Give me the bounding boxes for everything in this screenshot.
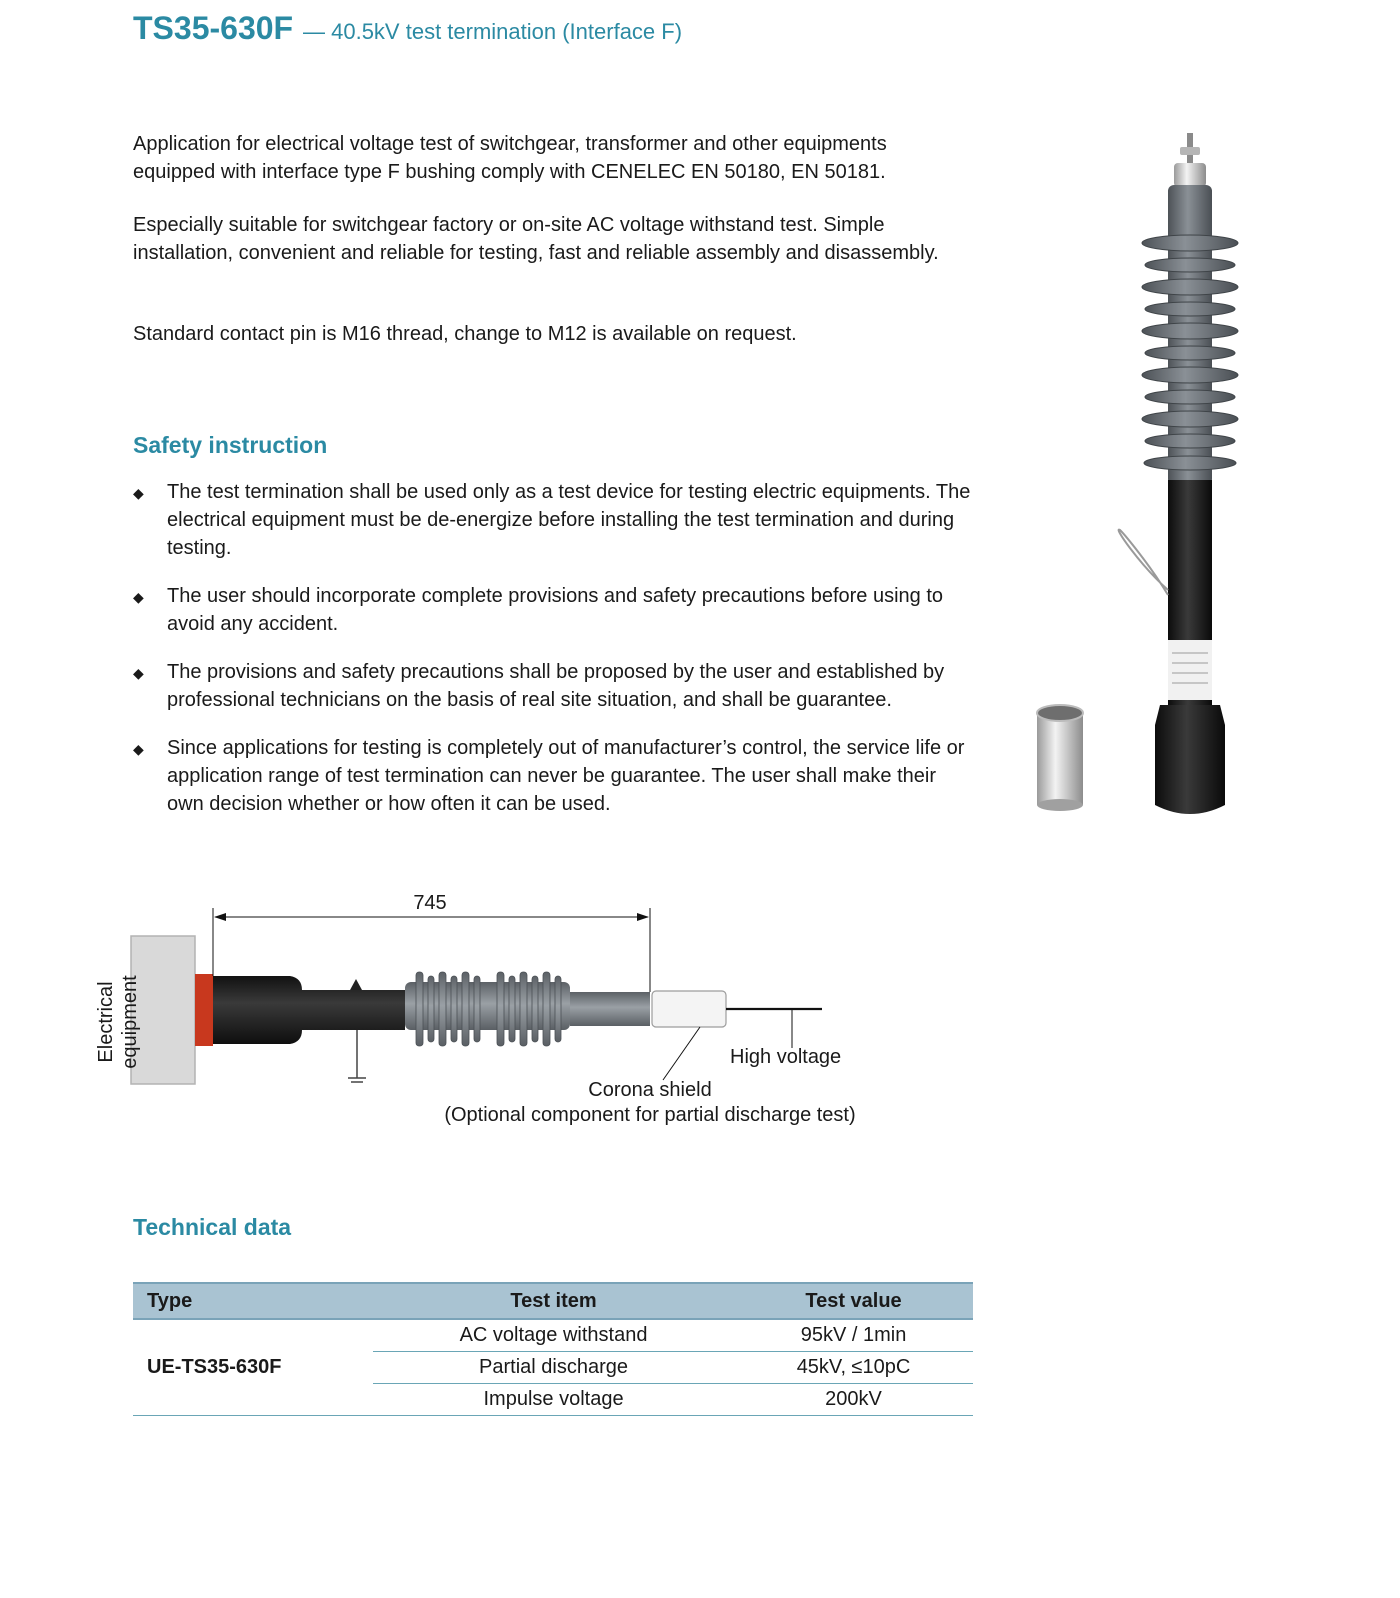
header-test-value: Test value [734,1283,973,1319]
header-type: Type [133,1283,373,1319]
list-item: ◆ The provisions and safety precautions shall be proposed by the user and established by professional technicians on the basis of real site situation, and shall be guarantee. [133,658,973,714]
test-value-cell: 200kV [734,1384,973,1416]
equipment-label: Electrical equipment [95,975,141,1069]
intro-paragraph-application: Application for electrical voltage test of switchgear, transformer and other equipments equipped with interface type F bushing comply with CENELEC EN 50180, EN 50181. [133,133,887,183]
safety-list [133,478,973,838]
product-subtitle: — 40.5kV test termination (Interface F) [303,19,683,44]
diamond-bullet-icon: ◆ [133,589,144,605]
list-item: ◆ The user should incorporate complete provisions and safety precautions before using to avoid any accident. [133,582,973,638]
diamond-bullet-icon: ◆ [133,741,144,757]
intro-paragraph-contact-pin: Standard contact pin is M16 thread, change to M12 is available on request. [133,323,797,345]
test-item-cell: AC voltage withstand [373,1319,734,1352]
header-test-item: Test item [373,1283,734,1319]
safety-heading: Safety instruction [133,432,328,458]
corona-shield-label: Corona shield [588,1079,712,1101]
list-item: ◆ The test termination shall be used only as a test device for testing electric equipments. The electrical equipment must be de-energize before installing the test termination and during testing. [133,478,973,562]
corona-shield-note: (Optional component for partial discharge test) [444,1104,856,1126]
test-item-cell: Partial discharge [373,1352,734,1384]
high-voltage-label: High voltage [730,1046,842,1068]
test-value-cell: 95kV / 1min [734,1319,973,1352]
diamond-bullet-icon: ◆ [133,485,144,501]
diamond-bullet-icon: ◆ [133,665,144,681]
test-item-cell: Impulse voltage [373,1384,734,1416]
technical-table [133,1282,973,1416]
corona-shield [652,991,726,1027]
dimension-label: 745 [413,892,447,914]
list-item: ◆ Since applications for testing is completely out of manufacturer’s control, the service life or application range of test termination can never be guarantee. The user shall make their own decision whether or how often it can be used. [133,734,973,818]
intro-paragraph-suitability: Especially suitable for switchgear factory or on-site AC voltage withstand test. Simple installation, convenient and reliable for testing, fast and reliable assembly and disassembly. [133,214,939,264]
type-cell: UE-TS35-630F [133,1319,373,1416]
table-header-row [133,1283,973,1319]
technical-heading: Technical data [133,1214,292,1240]
test-value-cell: 45kV, ≤10pC [734,1352,973,1384]
product-photo [1020,125,1260,835]
table-row [133,1319,973,1352]
product-code: TS35-630F [133,10,294,46]
